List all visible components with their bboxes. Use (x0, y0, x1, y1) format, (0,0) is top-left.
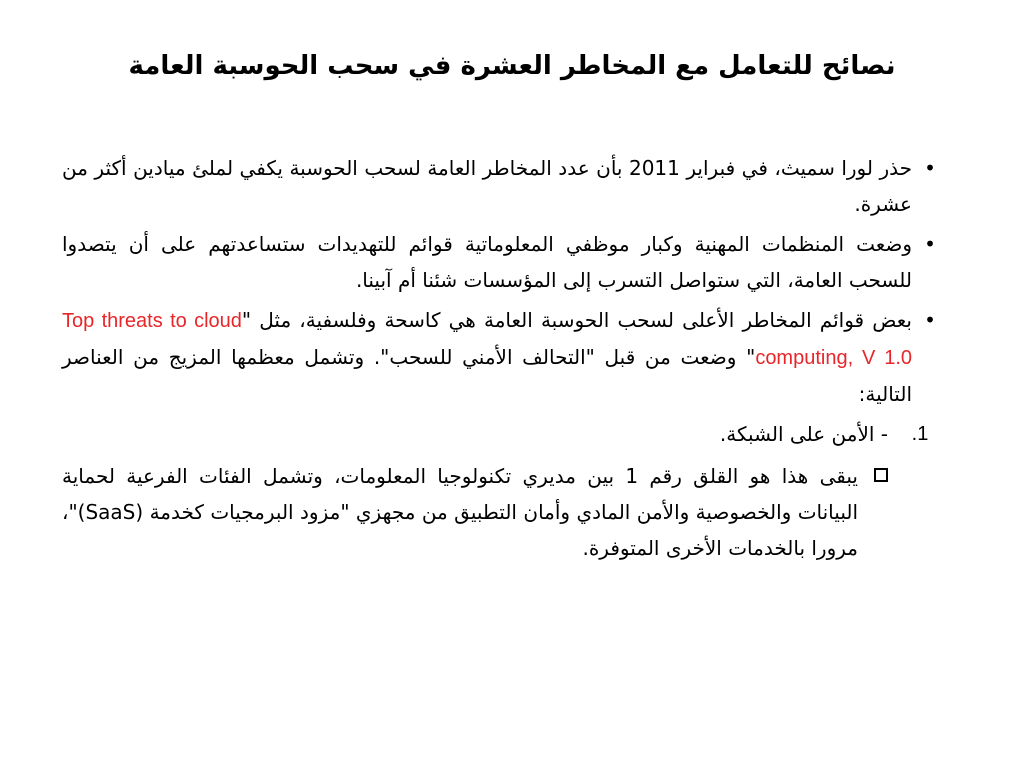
bullet-item-1 (62, 150, 940, 222)
numbered-item-1 (62, 416, 940, 452)
sub-item-text: يبقى هذا هو القلق رقم 1 بين مديري تكنولوجيا المعلومات، وتشمل الفئات الفرعية لحماية البيانات والخصوصية والأمن المادي وأمان التطبيق من مجهزي "مزود البرمجيات كخدمة (SaaS)"، مرورا بالخدمات الأخرى المتوفرة. (62, 464, 858, 560)
bullet-text-2: وضعت المنظمات المهنية وكبار موظفي المعلوماتية قوائم للتهديدات ستساعدتهم على أن يتصدوا للسحب العامة، التي ستواصل التسرب إلى المؤسسات شئنا أم آبينا. (62, 232, 912, 292)
bullet-text-1: حذر لورا سميث، في فبراير 2011 بأن عدد المخاطر العامة لسحب الحوسبة يكفي لملئ ميادين أكثر من عشرة. (62, 156, 912, 216)
slide-title: نصائح للتعامل مع المخاطر العشرة في سحب الحوسبة العامة (128, 51, 896, 81)
slide-body (62, 150, 940, 566)
bullet-item-3 (62, 302, 940, 412)
item-number: 1. (911, 423, 929, 445)
bullet-dot-icon: • (924, 232, 936, 256)
bullet-text-3-after: " وضعت من قبل "التحالف الأمني للسحب". وتشمل معظمها المزيج من العناصر التالية: (62, 345, 912, 406)
highlighted-list-title: Top threats to cloud computing, V 1.0 (62, 310, 913, 369)
numbered-item-text: - الأمن على الشبكة. (719, 422, 888, 446)
bullet-item-2 (62, 226, 940, 298)
bullet-dot-icon: • (924, 156, 936, 180)
sub-item (62, 458, 888, 566)
bullet-dot-icon: • (924, 308, 936, 332)
bullet-text-3-before: بعض قوائم المخاطر الأعلى لسحب الحوسبة العامة هي كاسحة وفلسفية، مثل " (241, 308, 912, 332)
checkbox-square-icon (874, 468, 888, 482)
